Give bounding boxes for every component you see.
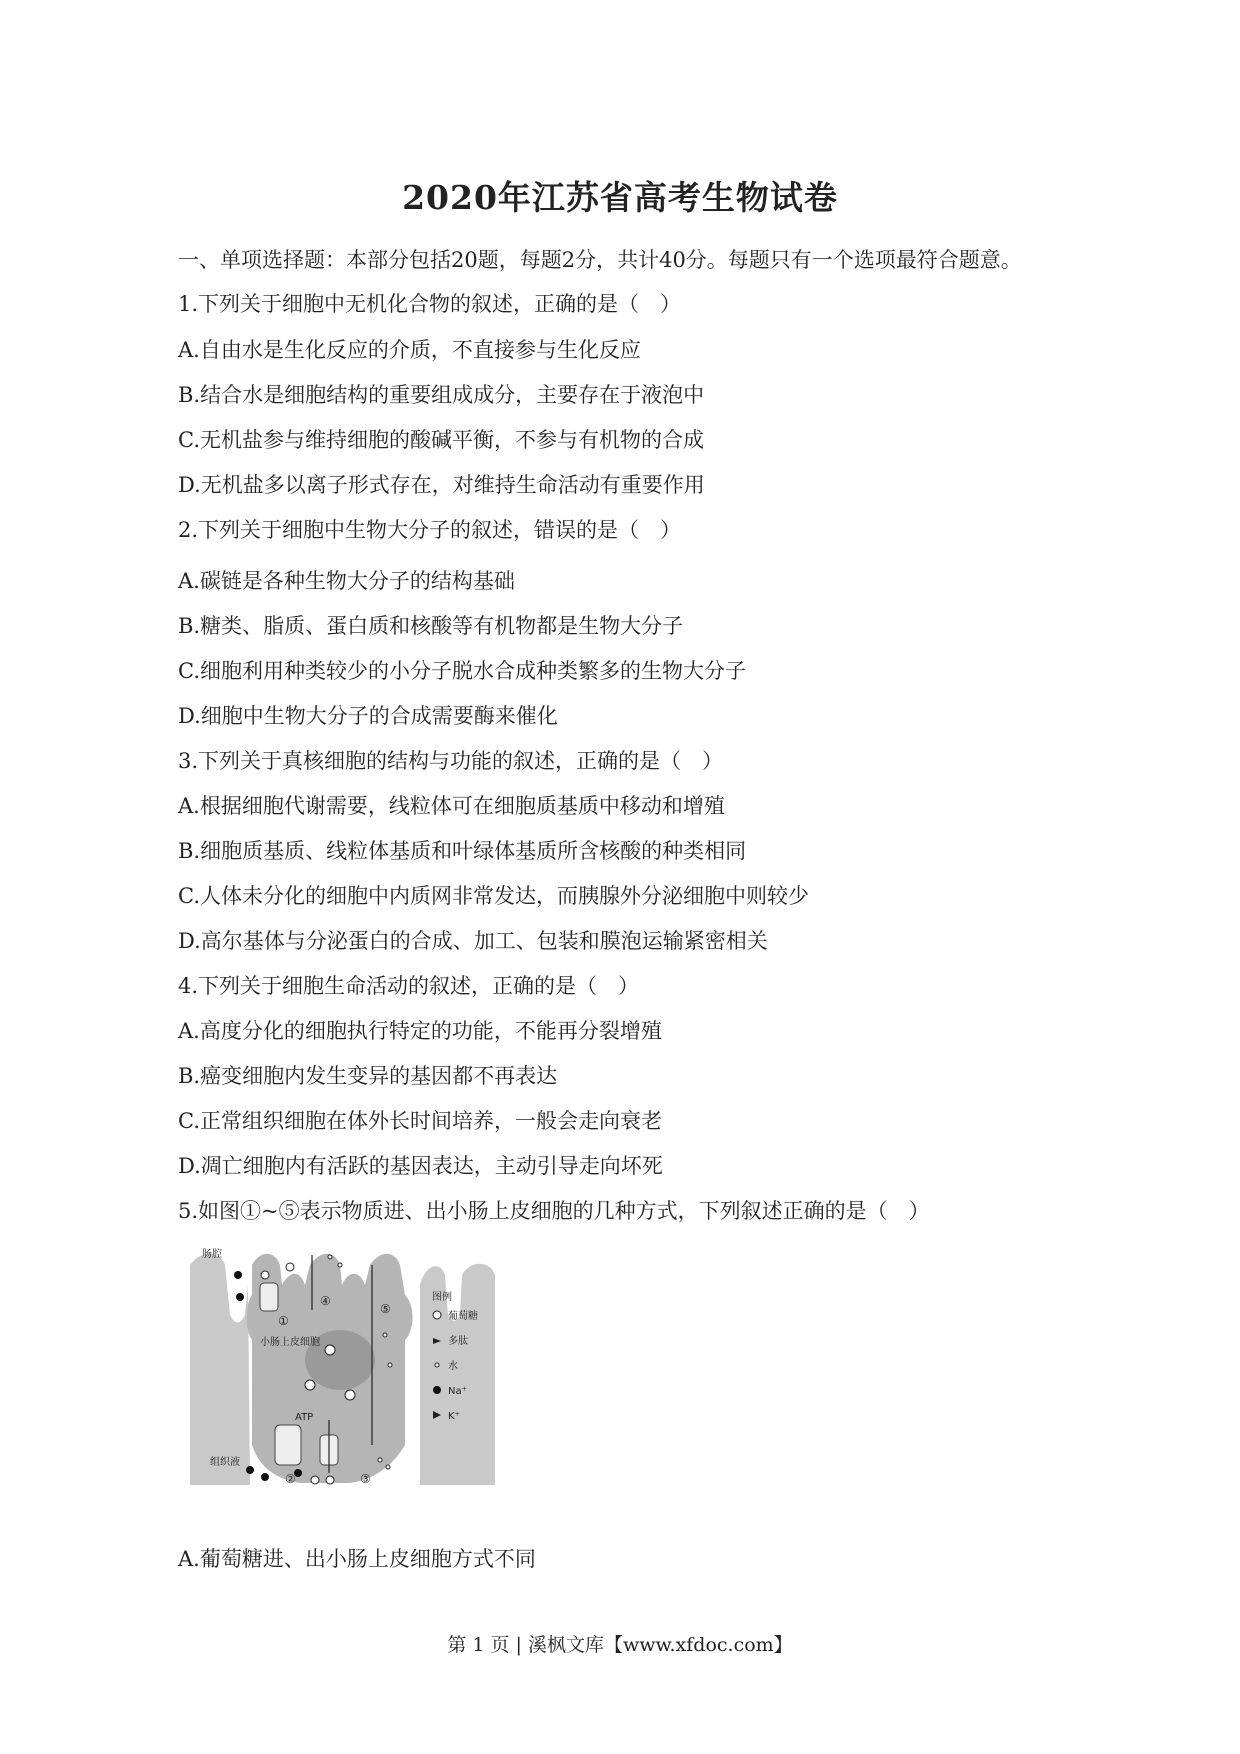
question-5-stem: 5.如图①~⑤表示物质进、出小肠上皮细胞的几种方式，下列叙述正确的是（ ） — [178, 1199, 930, 1223]
sodium-ion — [234, 1271, 242, 1279]
legend-sodium-label: Na⁺ — [448, 1386, 467, 1397]
legend-water-icon — [435, 1363, 439, 1367]
question-3-option-b: B.细胞质基质、线粒体基质和叶绿体基质所含核酸的种类相同 — [178, 839, 747, 863]
cell-label: 小肠上皮细胞 — [260, 1337, 320, 1348]
question-4-option-c: C.正常组织细胞在体外长时间培养，一般会走向衰老 — [178, 1109, 662, 1133]
question-4-option-a: A.高度分化的细胞执行特定的功能，不能再分裂增殖 — [178, 1019, 662, 1043]
marker-4: ④ — [320, 1294, 331, 1308]
water-molecule — [328, 1255, 332, 1259]
question-2-stem: 2.下列关于细胞中生物大分子的叙述，错误的是（ ） — [178, 518, 682, 542]
water-molecule — [383, 1333, 387, 1337]
glucose-molecule — [345, 1390, 355, 1400]
legend-water-label: 水 — [448, 1361, 458, 1372]
question-1-option-c: C.无机盐参与维持细胞的酸碱平衡，不参与有机物的合成 — [178, 428, 704, 452]
question-1-stem: 1.下列关于细胞中无机化合物的叙述，正确的是（ ） — [178, 292, 682, 316]
legend-glucose-label: 葡萄糖 — [448, 1311, 478, 1322]
question-1-option-d: D.无机盐多以离子形式存在，对维持生命活动有重要作用 — [178, 473, 705, 497]
question-2-option-a: A.碳链是各种生物大分子的结构基础 — [178, 569, 515, 593]
question-1-option-b: B.结合水是细胞结构的重要组成成分，主要存在于液泡中 — [178, 383, 705, 407]
lumen-label: 肠腔 — [202, 1249, 222, 1260]
question-4-stem: 4.下列关于细胞生命活动的叙述，正确的是（ ） — [178, 974, 640, 998]
sodium-ion — [236, 1293, 244, 1301]
sodium-ion — [261, 1473, 269, 1481]
glucose-molecule — [325, 1345, 335, 1355]
water-molecule — [378, 1458, 382, 1462]
tissue-label: 组织液 — [210, 1457, 240, 1468]
glucose-molecule — [305, 1380, 315, 1390]
question-3-option-a: A.根据细胞代谢需要，线粒体可在细胞质基质中移动和增殖 — [178, 794, 725, 818]
glucose-molecule — [326, 1476, 334, 1484]
sodium-ion — [246, 1466, 254, 1474]
section-heading: 一、单项选择题：本部分包括20题，每题2分，共计40分。每题只有一个选项最符合题意。 — [178, 248, 1022, 272]
question-2-option-c: C.细胞利用种类较少的小分子脱水合成种类繁多的生物大分子 — [178, 659, 746, 683]
question-2-option-b: B.糖类、脂质、蛋白质和核酸等有机物都是生物大分子 — [178, 614, 684, 638]
glucose-molecule — [311, 1476, 319, 1484]
legend-peptide-label: 多肽 — [448, 1336, 468, 1347]
question-3-option-d: D.高尔基体与分泌蛋白的合成、加工、包装和膜泡运输紧密相关 — [178, 929, 768, 953]
question-5-option-a: A.葡萄糖进、出小肠上皮细胞方式不同 — [178, 1547, 536, 1571]
intestinal-cell-transport-figure — [190, 1245, 530, 1490]
marker-2: ② — [285, 1472, 296, 1486]
legend-title: 图例 — [432, 1292, 452, 1303]
legend-potassium-label: K⁺ — [448, 1411, 460, 1422]
question-1-option-a: A.自由水是生化反应的介质，不直接参与生化反应 — [178, 338, 641, 362]
atp-label: ATP — [295, 1412, 314, 1423]
question-4-option-b: B.癌变细胞内发生变异的基因都不再表达 — [178, 1064, 558, 1088]
transporter-1 — [260, 1283, 278, 1311]
question-4-option-d: D.凋亡细胞内有活跃的基因表达，主动引导走向坏死 — [178, 1154, 663, 1178]
marker-5: ⑤ — [380, 1302, 391, 1316]
glucose-molecule — [286, 1263, 294, 1271]
left-neighbor-cell — [190, 1254, 250, 1485]
page-footer: 第 1 页 | 溪枫文库【www.xfdoc.com】 — [447, 1634, 793, 1656]
transporter-2 — [275, 1425, 301, 1465]
question-3-stem: 3.下列关于真核细胞的结构与功能的叙述，正确的是（ ） — [178, 749, 724, 773]
question-3-option-c: C.人体未分化的细胞中内质网非常发达，而胰腺外分泌细胞中则较少 — [178, 884, 809, 908]
water-molecule — [388, 1363, 392, 1367]
glucose-molecule — [261, 1271, 269, 1279]
marker-1: ① — [278, 1314, 289, 1328]
water-molecule — [338, 1263, 342, 1267]
water-molecule — [386, 1465, 390, 1469]
marker-3: ③ — [360, 1472, 371, 1486]
page-title: 2020年江苏省高考生物试卷 — [402, 178, 838, 217]
legend-sodium-icon — [433, 1386, 441, 1394]
legend-glucose-icon — [433, 1311, 441, 1319]
question-2-option-d: D.细胞中生物大分子的合成需要酶来催化 — [178, 704, 558, 728]
